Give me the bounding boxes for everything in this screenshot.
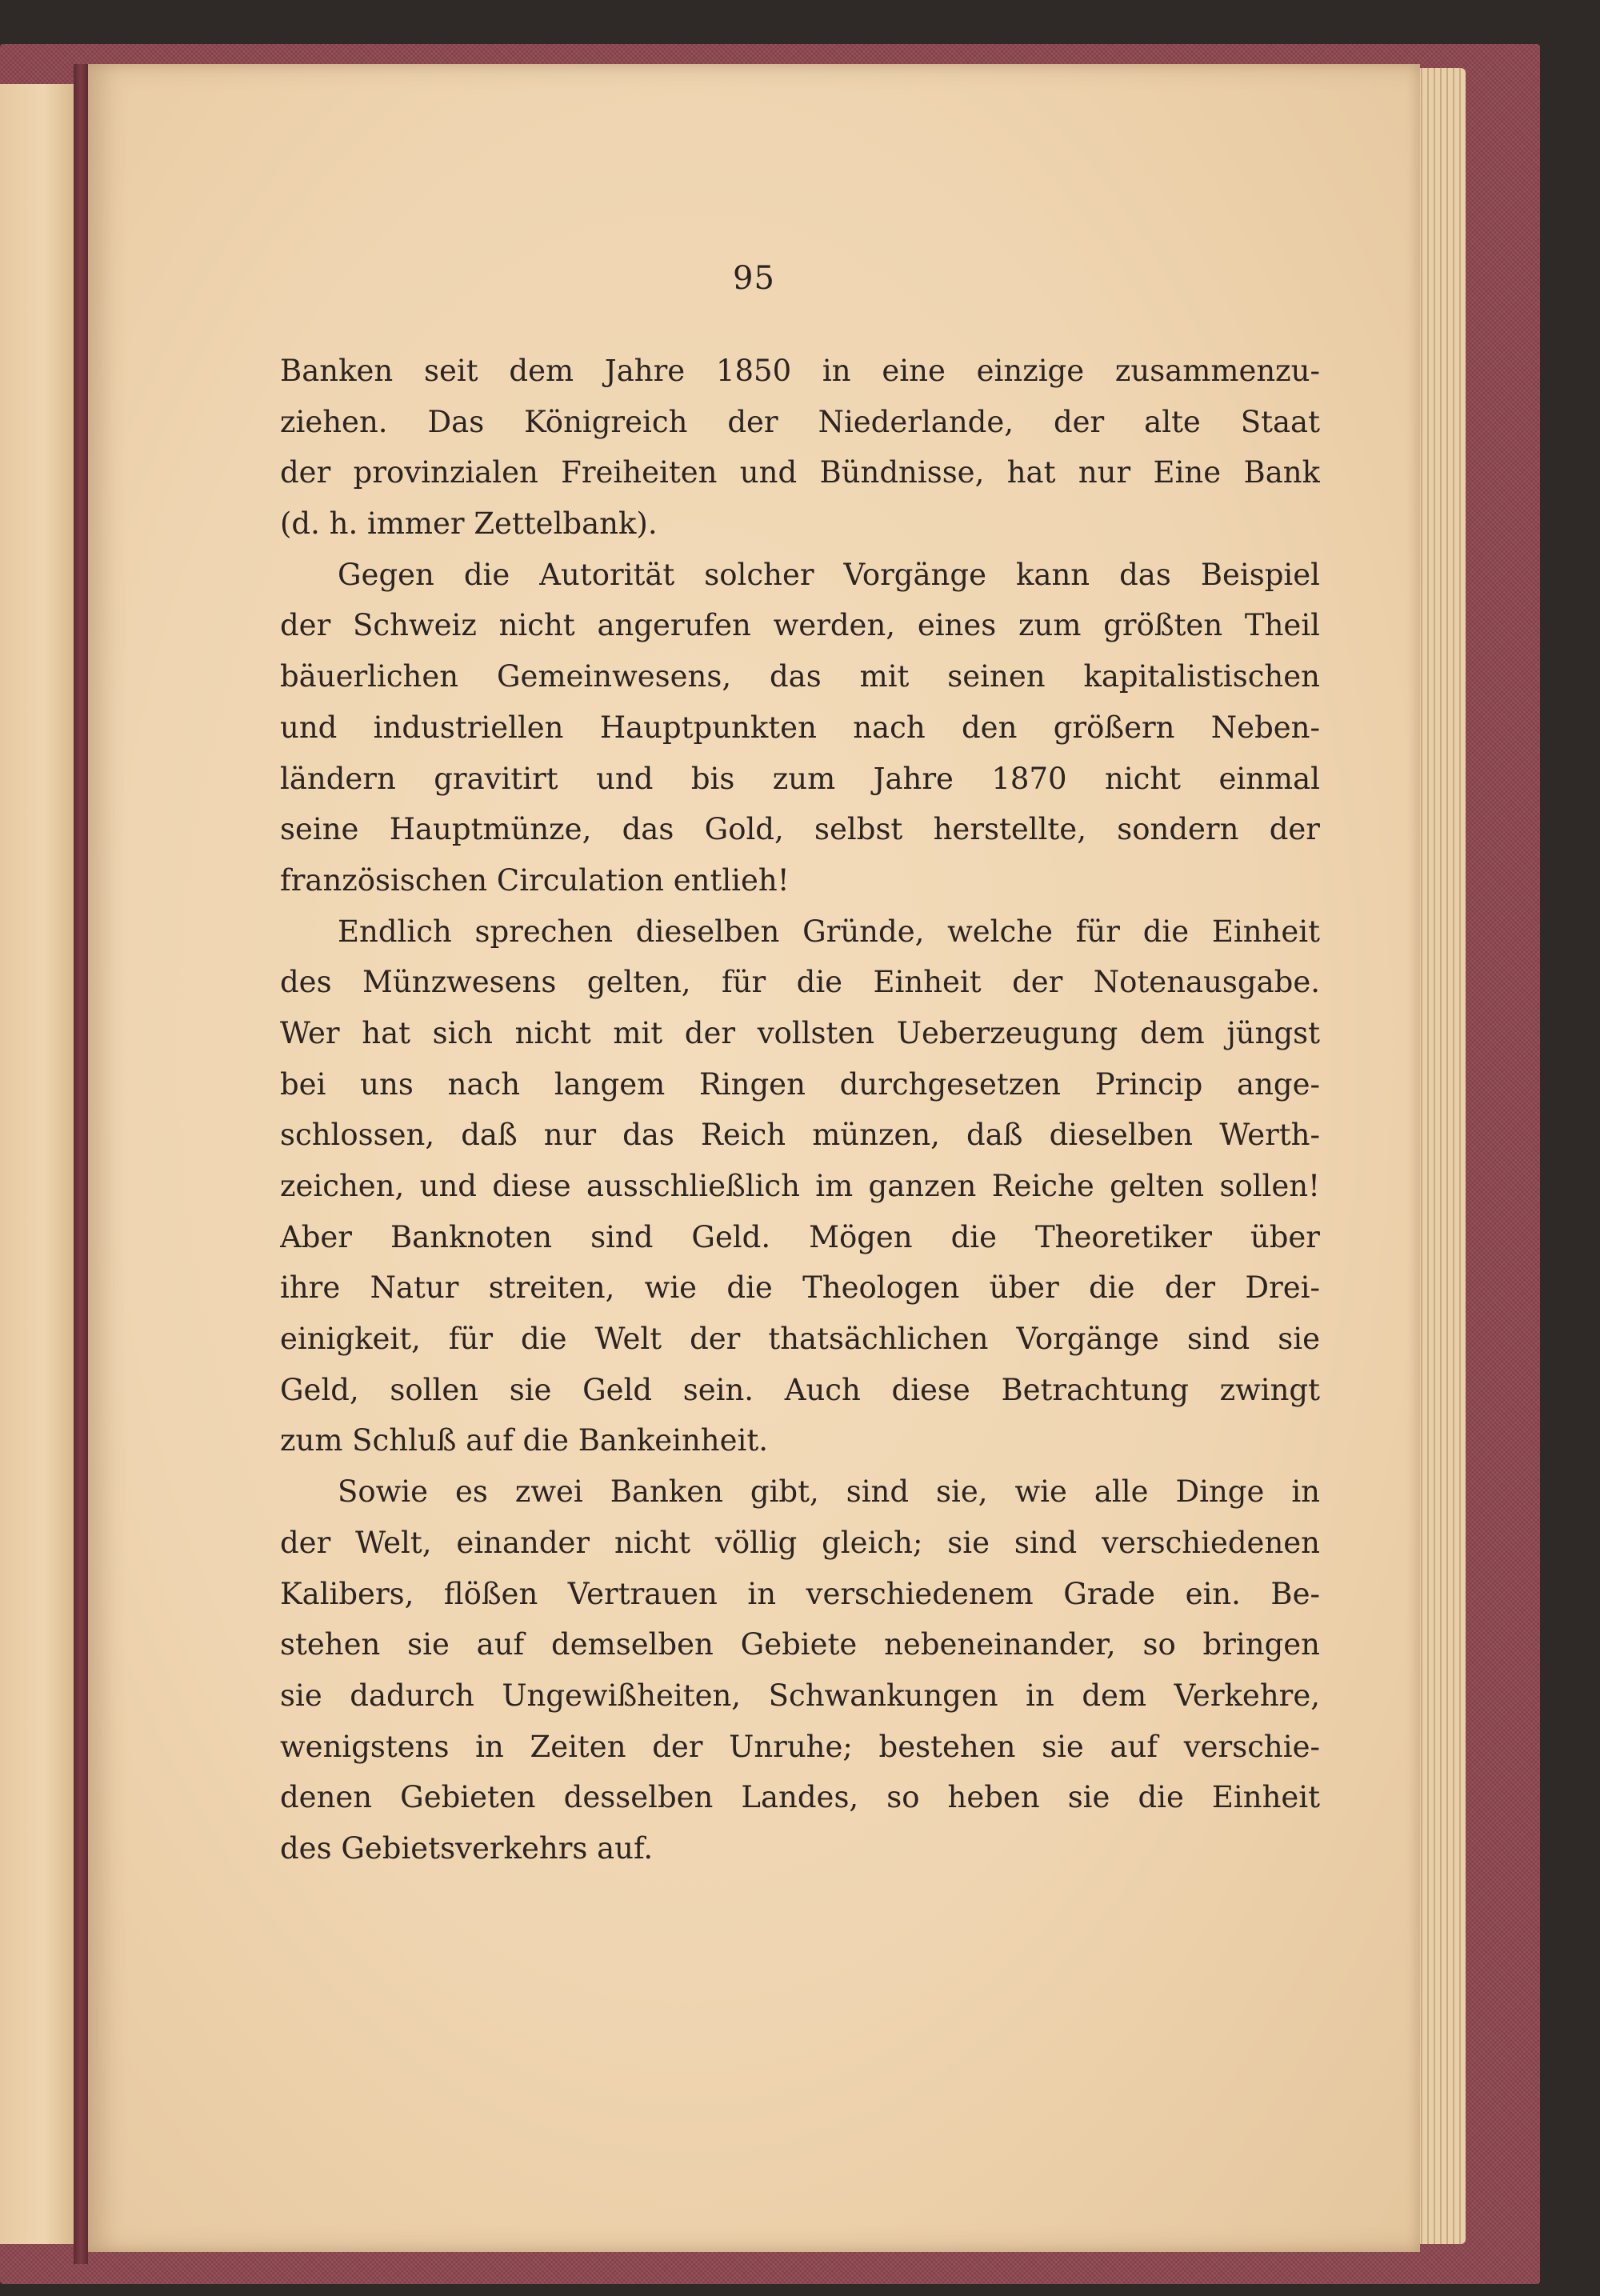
text-line: der Welt, einander nicht völlig gleich; sie sind verschiedenen — [280, 1525, 1320, 1560]
text-line: bäuerlichen Gemeinwesens, das mit seinen kapitalistischen — [280, 659, 1320, 694]
text-line: des Gebietsverkehrs auf. — [280, 1830, 654, 1866]
text-line: Aber Banknoten sind Geld. Mögen die Theoretiker über — [280, 1219, 1320, 1254]
book-gutter — [74, 64, 88, 2264]
text-line: ihre Natur streiten, wie die Theologen über die der Drei- — [280, 1270, 1320, 1306]
text-line: stehen sie auf demselben Gebiete nebeneinander, so bringen — [280, 1627, 1320, 1662]
text-line: zeichen, und diese ausschließlich im ganzen Reiche gelten sollen! — [280, 1169, 1320, 1203]
text-line: Geld, sollen sie Geld sein. Auch diese Betrachtung zwingt — [280, 1372, 1320, 1407]
page-edges — [1416, 68, 1466, 2244]
page-number: 95 — [733, 260, 775, 297]
text-line: französischen Circulation entlieh! — [280, 862, 790, 898]
text-line: Gegen die Autorität solcher Vorgänge kann das Beispiel — [338, 557, 1320, 592]
text-line: einigkeit, für die Welt der thatsächlichen Vorgänge sind sie — [280, 1322, 1320, 1357]
text-line: denen Gebieten desselben Landes, so heben sie die Einheit — [280, 1780, 1320, 1815]
text-line: der Schweiz nicht angerufen werden, eines zum größten Theil — [280, 608, 1320, 643]
text-line: Wer hat sich nicht mit der vollsten Ueberzeugung dem jüngst — [280, 1015, 1320, 1050]
text-line: Kalibers, flößen Vertrauen in verschiedenem Grade ein. Be- — [280, 1576, 1320, 1611]
text-line: Sowie es zwei Banken gibt, sind sie, wie alle Dinge in — [338, 1474, 1320, 1510]
text-line: Endlich sprechen dieselben Gründe, welche für die Einheit — [338, 914, 1320, 949]
text-line: der provinzialen Freiheiten und Bündnisse, hat nur Eine Bank — [280, 455, 1320, 490]
text-line: schlossen, daß nur das Reich münzen, daß dieselben Werth- — [280, 1118, 1320, 1153]
text-line: Banken seit dem Jahre 1850 in eine einzige zusammenzu- — [280, 354, 1320, 388]
previous-page-edge — [0, 84, 75, 2244]
book-page — [88, 64, 1420, 2252]
text-line: (d. h. immer Zettelbank). — [280, 506, 658, 542]
text-line: bei uns nach langem Ringen durchgesetzen Princip ange- — [280, 1066, 1320, 1102]
body-text — [280, 346, 1320, 1874]
text-line: ländern gravitirt und bis zum Jahre 1870 nicht einmal — [280, 761, 1320, 796]
text-line: zum Schluß auf die Bankeinheit. — [280, 1423, 768, 1458]
text-line: wenigstens in Zeiten der Unruhe; bestehen sie auf verschie- — [280, 1729, 1320, 1764]
text-line: sie dadurch Ungewißheiten, Schwankungen in dem Verkehre, — [280, 1678, 1320, 1713]
text-line: und industriellen Hauptpunkten nach den größern Neben- — [280, 710, 1320, 745]
text-line: ziehen. Das Königreich der Niederlande, der alte Staat — [280, 404, 1320, 439]
text-line: seine Hauptmünze, das Gold, selbst herstellte, sondern der — [280, 812, 1320, 847]
text-line: des Münzwesens gelten, für die Einheit der Notenausgabe. — [280, 965, 1320, 1000]
